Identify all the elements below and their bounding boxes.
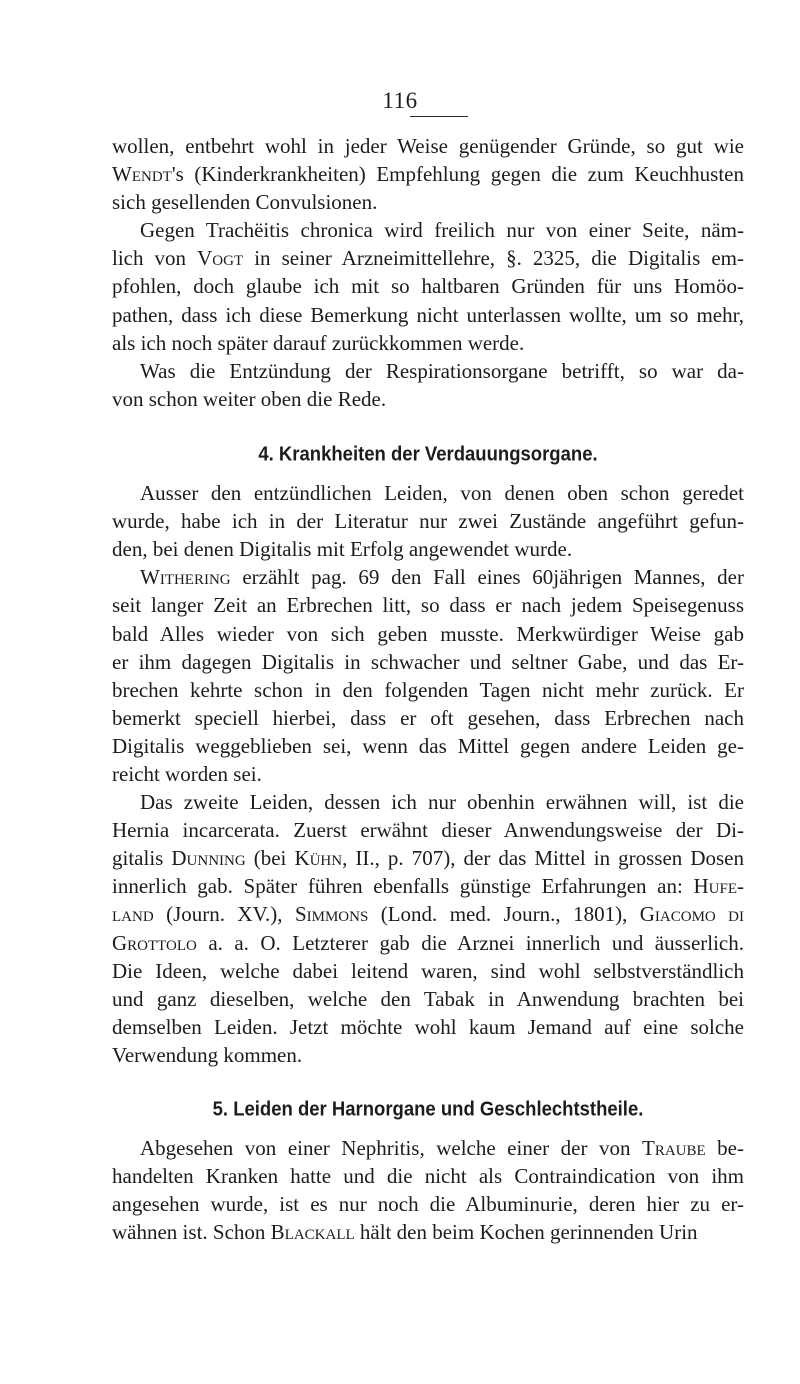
section-digestive-organs-paragraphs [112,479,744,1069]
text-line: den, bei denen Digitalis mit Erfolg angewendet wurde. [112,537,573,562]
author-name: Blackall [270,1220,355,1245]
text-line: und ganz dieselben, welche den Tabak in Anwendung brachten bei [112,986,744,1011]
text-line [112,1218,744,1246]
text-line: Was die Entzündung der Respirationsorgane betrifft, so war da- [140,358,744,383]
text-line: bemerkt speciell hierbei, dass er oft gesehen, dass Erbrechen nach [112,705,744,730]
author-name: Grottolo [112,930,197,955]
text-line: er ihm dagegen Digitalis in schwacher und seltner Gabe, und das Er- [112,649,744,674]
text-line: wollen, entbehrt wohl in jeder Weise genügender Gründe, so gut wie [112,134,744,158]
paragraph [112,479,744,563]
text-line: sich gesellenden Convulsionen. [112,190,378,215]
text-run: 's (Kinderkrankheiten) Empfehlung gegen die zum Keuchhusten [171,162,744,187]
author-name: Traube [642,1136,706,1161]
text-run: (Journ. XV.), [153,902,295,927]
text-line [112,900,744,928]
text-run: innerlich gab. Später führen ebenfalls günstige Erfahrungen an: [112,874,694,899]
author-name: Giacomo di [639,902,744,927]
text-run: gitalis [112,846,172,871]
author-name: land [112,902,154,927]
paragraph [112,788,744,1069]
paragraph [112,1134,744,1246]
page-number-rule [410,116,468,117]
text-line [112,244,744,272]
text-run: lich von [112,246,198,271]
text-line: Digitalis weggeblieben sei, wenn das Mittel gegen andere Leiden ge- [112,733,744,758]
section-urinary-organs-paragraphs [112,1134,744,1246]
text-line: Ausser den entzündlichen Leiden, von denen oben schon geredet [140,481,744,506]
author-name: Vogt [197,246,244,271]
paragraph [112,357,744,413]
author-name: Wendt [112,162,172,187]
text-line: bald Alles wieder von sich geben musste. Merkwürdiger Weise gab [112,621,744,646]
text-line: seit langer Zeit an Erbrechen litt, so dass er nach jedem Speisegenuss [112,593,744,618]
text-line: Hernia incarcerata. Zuerst erwähnt dieser Anwendungsweise der Di- [112,818,744,843]
text-run: wähnen ist. Schon [112,1220,271,1245]
paragraph [112,563,744,788]
text-line [112,563,744,591]
text-run: (bei [245,846,295,871]
text-line [112,929,744,957]
text-line: pathen, dass ich diese Bemerkung nicht unterlassen wollte, um so mehr, [112,302,744,327]
text-run: be- [705,1136,744,1161]
author-name: Simmons [294,902,369,927]
section-heading-urinary-organs: 5. Leiden der Harnorgane und Geschlechtstheile. [212,1096,644,1121]
paragraph [112,132,744,216]
text-run: erzählt pag. 69 den Fall eines 60jährigen Mannes, der [230,565,744,590]
text-line: von schon weiter oben die Rede. [112,386,387,411]
author-name: Kühn [294,846,343,871]
paragraph [112,216,744,356]
author-name: Dunning [171,846,246,871]
text-line: brechen kehrte schon in den folgenden Tagen nicht mehr zurück. Er [112,677,744,702]
text-line: Die Ideen, welche dabei leitend waren, sind wohl selbstverständlich [112,958,744,983]
text-line: angesehen wurde, ist es nur noch die Albuminurie, deren hier zu er- [112,1192,744,1217]
text-line: handelten Kranken hatte und die nicht als Contraindication von ihm [112,1164,744,1189]
text-line: Verwendung kommen. [112,1042,303,1067]
text-run: , II., p. 707), der das Mittel in grossen Dosen [342,846,744,871]
text-line [112,160,744,188]
text-line [112,872,744,900]
text-line: reicht worden sei. [112,761,262,786]
page-number: 116 [382,88,418,113]
text-line: pfohlen, doch glaube ich mit so haltbaren Gründen für uns Homöo- [112,274,744,299]
text-line: demselben Leiden. Jetzt möchte wohl kaum Jemand auf eine solche [112,1014,744,1039]
text-line: Gegen Trachëitis chronica wird freilich nur von einer Seite, näm- [140,218,744,243]
body-text [112,132,744,1246]
text-run: hält den beim Kochen gerinnenden Urin [354,1220,698,1245]
section-heading-digestive-organs: 4. Krankheiten der Verdauungsorgane. [258,441,598,466]
text-line [112,1134,744,1162]
text-run: in seiner Arzneimittellehre, §. 2325, die Digitalis em- [243,246,744,271]
text-line: Das zweite Leiden, dessen ich nur obenhin erwähnen will, ist die [140,790,744,815]
text-run: a. a. O. Letzterer gab die Arznei innerlich und äusserlich. [196,930,744,955]
text-run: Abgesehen von einer Nephritis, welche einer der von [140,1136,642,1161]
text-line: wurde, habe ich in der Literatur nur zwei Zustände angeführt gefun- [112,509,744,534]
text-run: (Lond. med. Journ., 1801), [368,902,640,927]
text-line [112,844,744,872]
text-line: als ich noch später darauf zurückkommen werde. [112,330,525,355]
intro-paragraphs [112,132,744,413]
author-name: Withering [140,565,231,590]
author-name: Hufe- [693,874,744,899]
